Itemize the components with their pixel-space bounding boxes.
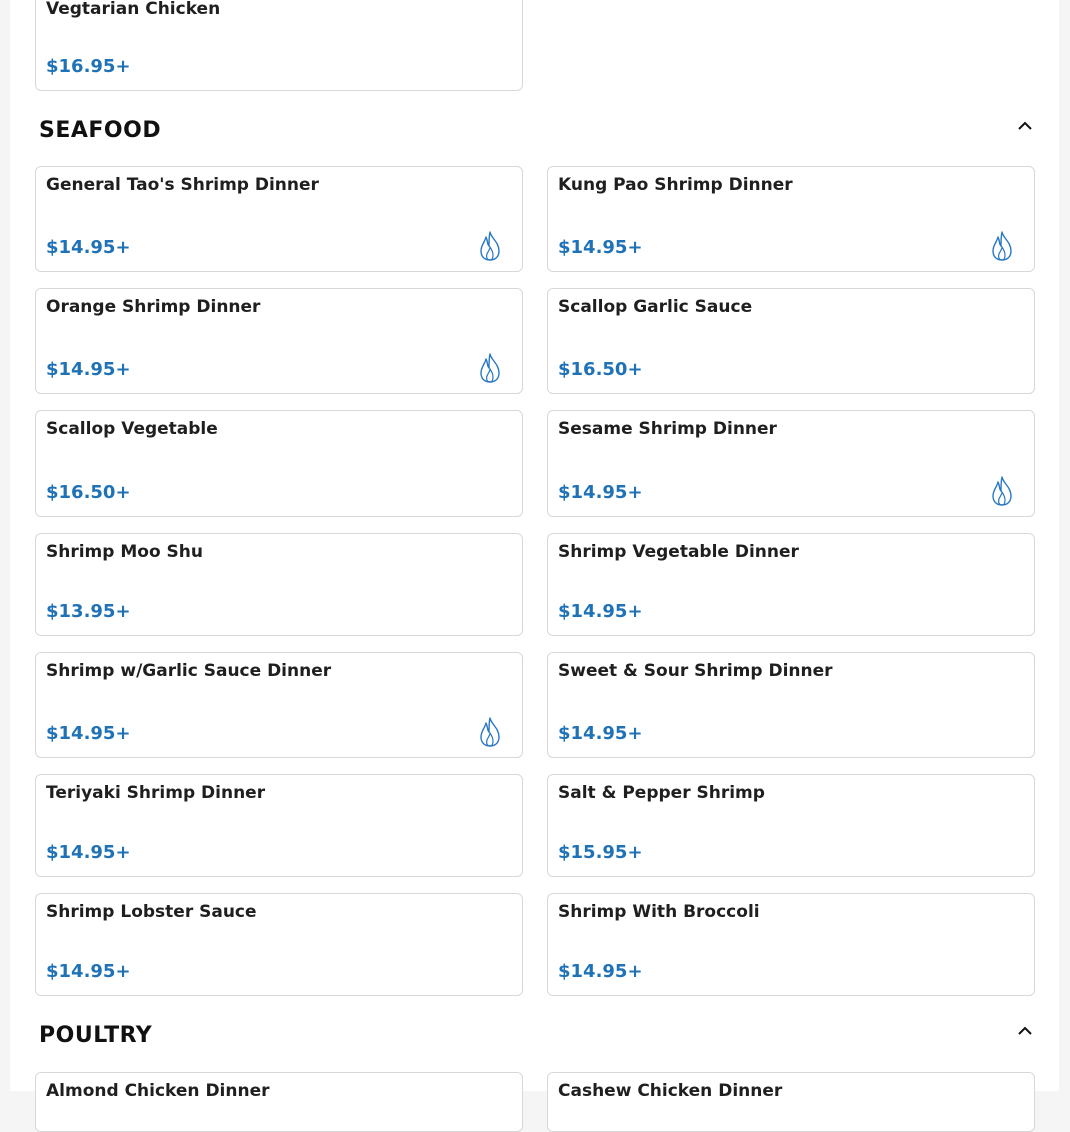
item-price: $14.95+ <box>46 723 131 744</box>
menu-item-card[interactable] <box>35 410 523 517</box>
item-name: Scallop Garlic Sauce <box>558 297 753 317</box>
menu-item-card[interactable] <box>547 1072 1035 1132</box>
section-title-poultry: POULTRY <box>39 1023 153 1048</box>
item-price: $16.95+ <box>46 56 131 77</box>
flame-icon <box>989 475 1015 507</box>
menu-item-card[interactable] <box>547 166 1035 272</box>
item-name: Sesame Shrimp Dinner <box>558 419 777 439</box>
item-name: Scallop Vegetable <box>46 419 218 439</box>
item-price: $13.95+ <box>46 601 131 622</box>
item-name: Salt & Pepper Shrimp <box>558 783 765 803</box>
item-name: Shrimp w/Garlic Sauce Dinner <box>46 661 332 681</box>
menu-item-card[interactable] <box>35 1072 523 1132</box>
menu-item-card[interactable] <box>35 0 523 91</box>
item-name: Shrimp Moo Shu <box>46 542 204 562</box>
item-price: $16.50+ <box>46 482 131 503</box>
item-name: Shrimp Vegetable Dinner <box>558 542 799 562</box>
item-price: $14.95+ <box>46 359 131 380</box>
item-name: Orange Shrimp Dinner <box>46 297 261 317</box>
menu-item-card[interactable] <box>35 166 523 272</box>
item-price: $15.95+ <box>558 842 643 863</box>
item-price: $16.50+ <box>558 359 643 380</box>
item-name: Shrimp Lobster Sauce <box>46 902 257 922</box>
flame-icon <box>477 230 503 262</box>
chevron-up-icon[interactable] <box>1016 1024 1034 1038</box>
menu-item-card[interactable] <box>547 533 1035 636</box>
item-price: $14.95+ <box>46 961 131 982</box>
menu-item-card[interactable] <box>547 652 1035 758</box>
flame-icon <box>477 352 503 384</box>
menu-panel <box>10 0 1059 1101</box>
menu-item-card[interactable] <box>35 288 523 394</box>
flame-icon <box>477 716 503 748</box>
item-price: $14.95+ <box>46 842 131 863</box>
menu-item-card[interactable] <box>547 410 1035 517</box>
item-name: Sweet & Sour Shrimp Dinner <box>558 661 833 681</box>
item-price: $14.95+ <box>558 601 643 622</box>
section-title-seafood: SEAFOOD <box>39 118 162 143</box>
item-price: $14.95+ <box>558 723 643 744</box>
item-name: Shrimp With Broccoli <box>558 902 760 922</box>
item-name: General Tao's Shrimp Dinner <box>46 175 319 195</box>
item-name: Cashew Chicken Dinner <box>558 1081 783 1101</box>
menu-item-card[interactable] <box>35 533 523 636</box>
chevron-up-icon[interactable] <box>1016 119 1034 133</box>
menu-item-card[interactable] <box>547 774 1035 877</box>
item-price: $14.95+ <box>46 237 131 258</box>
item-price: $14.95+ <box>558 482 643 503</box>
menu-item-card[interactable] <box>547 288 1035 394</box>
menu-item-card[interactable] <box>35 774 523 877</box>
item-price: $14.95+ <box>558 237 643 258</box>
flame-icon <box>989 230 1015 262</box>
menu-item-card[interactable] <box>547 893 1035 996</box>
menu-item-card[interactable] <box>35 652 523 758</box>
item-name: Almond Chicken Dinner <box>46 1081 270 1101</box>
item-price: $14.95+ <box>558 961 643 982</box>
item-name: Vegtarian Chicken <box>46 0 221 19</box>
menu-item-card[interactable] <box>35 893 523 996</box>
item-name: Kung Pao Shrimp Dinner <box>558 175 793 195</box>
item-name: Teriyaki Shrimp Dinner <box>46 783 266 803</box>
